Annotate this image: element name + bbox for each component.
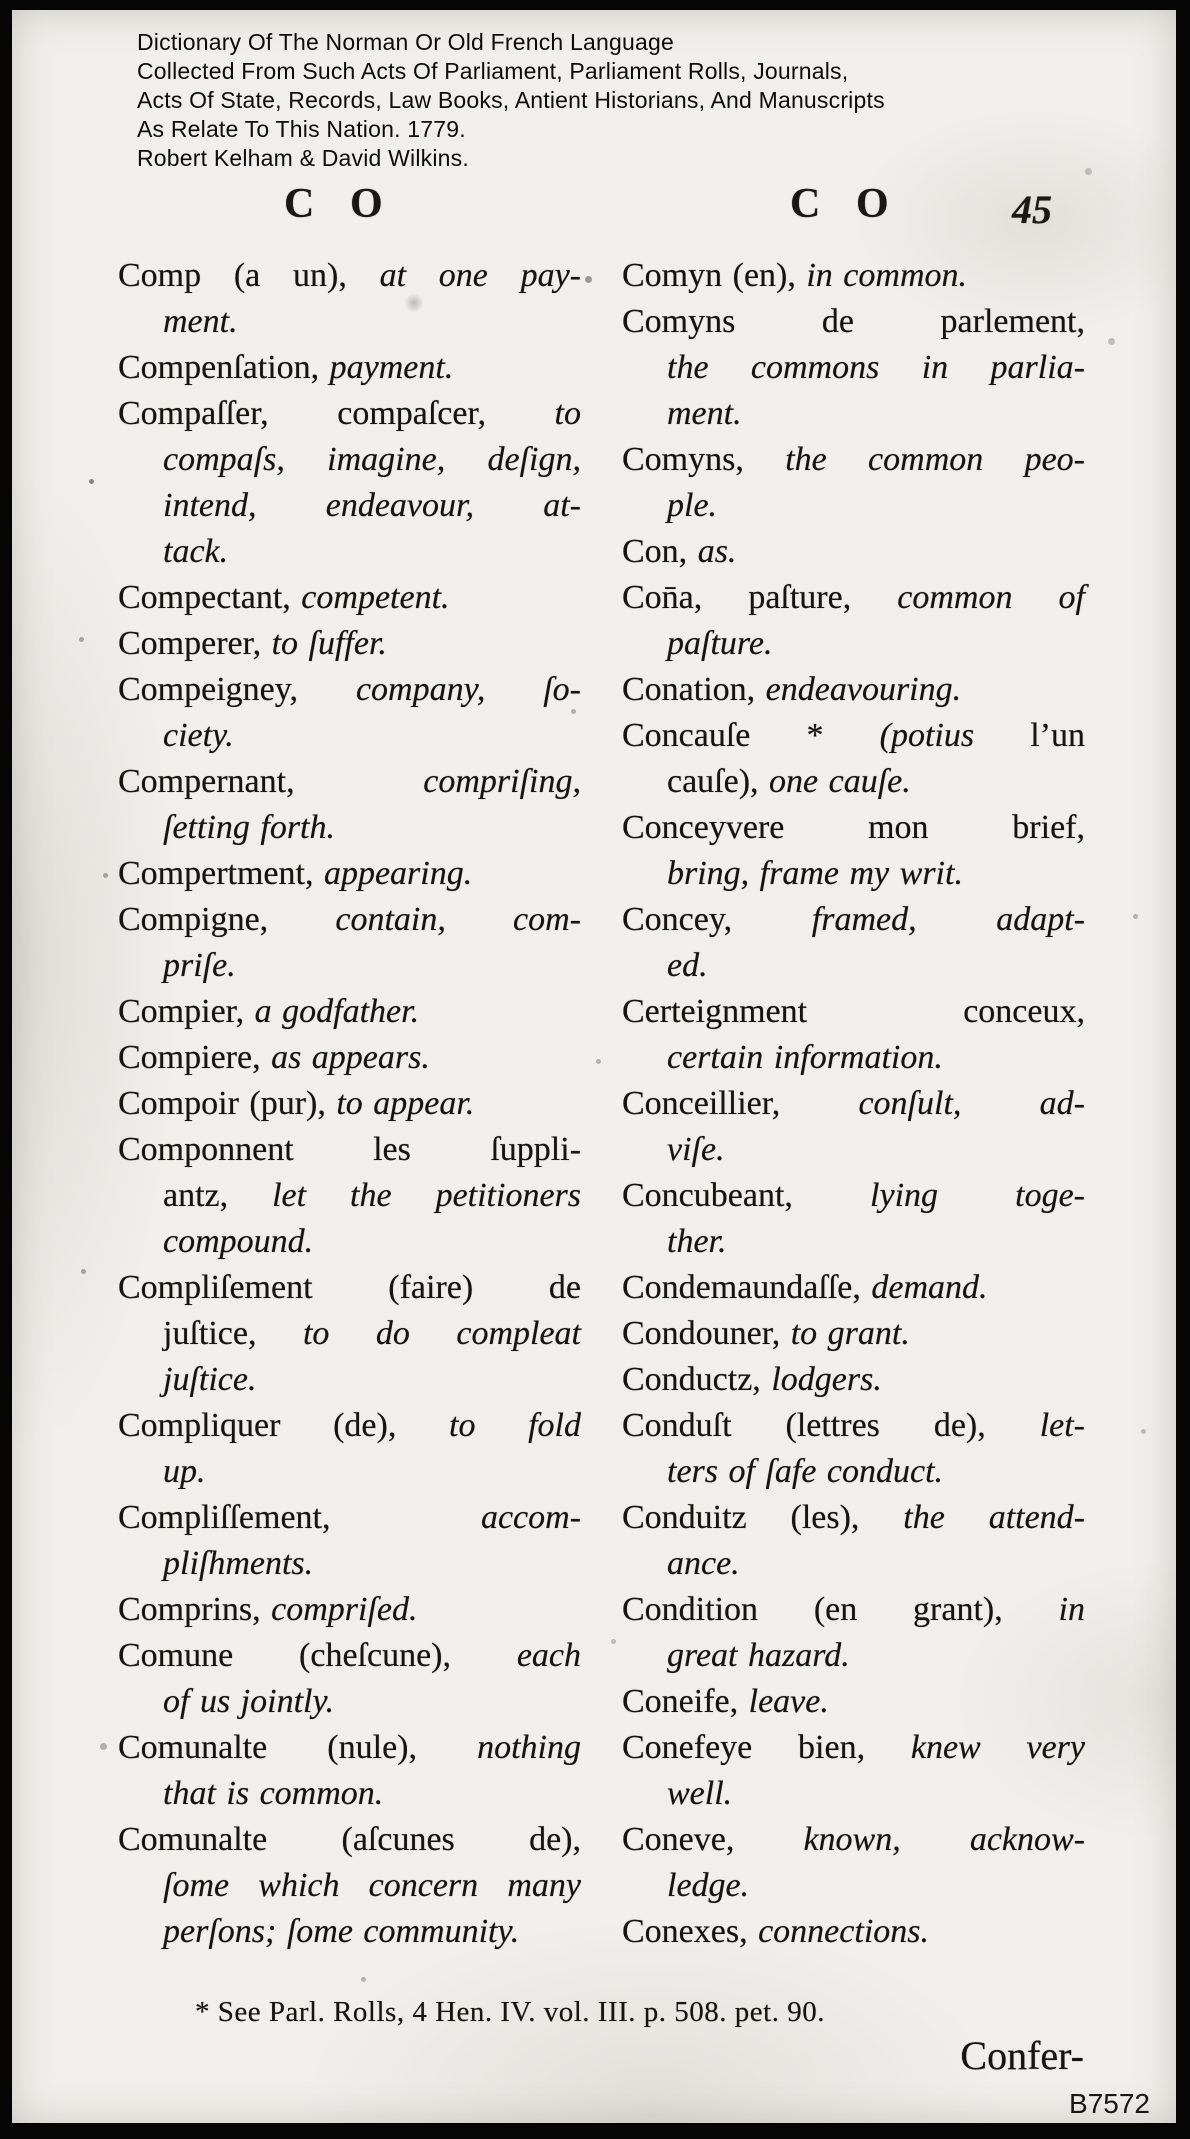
translation-text: compriſed. bbox=[271, 1591, 418, 1628]
translation-text: compound. bbox=[163, 1223, 314, 1260]
dictionary-entry-line bbox=[118, 1495, 581, 1541]
footnote: * See Parl. Rolls, 4 Hen. IV. vol. III. p. 508. pet. 90. bbox=[195, 1996, 825, 2028]
translation-text: one cauſe. bbox=[769, 763, 911, 800]
translation-text: great hazard. bbox=[667, 1637, 850, 1674]
translation-text: leave. bbox=[748, 1683, 829, 1720]
translation-text: known, acknow- bbox=[803, 1821, 1085, 1858]
headword-text: Conceyvere mon brief, bbox=[622, 809, 1085, 846]
dictionary-entry-line bbox=[118, 621, 581, 667]
translation-text: up. bbox=[163, 1453, 206, 1490]
dictionary-entry-line bbox=[118, 1081, 581, 1127]
citation-title: Dictionary Of The Norman Or Old French Language bbox=[137, 29, 674, 55]
headword-text: Compliſſement, bbox=[118, 1499, 481, 1536]
headword-text: Condition (en grant), bbox=[622, 1591, 1059, 1628]
translation-text: to do compleat bbox=[302, 1315, 581, 1352]
headword-text: Componnent les ſuppli- bbox=[118, 1131, 581, 1168]
citation-line: Acts Of State, Records, Law Books, Antient Historians, And Manuscripts bbox=[137, 87, 885, 113]
dictionary-entry-line bbox=[622, 1265, 1085, 1311]
translation-text: the commons in parlia- bbox=[667, 349, 1085, 386]
dictionary-entry-line bbox=[622, 391, 1085, 437]
dictionary-entry-line bbox=[622, 1541, 1085, 1587]
dictionary-entry-line bbox=[118, 437, 581, 483]
dictionary-entry-line bbox=[622, 1357, 1085, 1403]
dictionary-entry-line bbox=[622, 943, 1085, 989]
translation-text: pliſhments. bbox=[163, 1545, 314, 1582]
citation-authors: Robert Kelham & David Wilkins. bbox=[137, 145, 469, 171]
translation-text: accom- bbox=[480, 1499, 581, 1536]
dictionary-entry-line bbox=[118, 1035, 581, 1081]
dictionary-entry-line bbox=[622, 575, 1085, 621]
headword-text: Comperer, bbox=[118, 625, 272, 662]
dictionary-entry-line bbox=[118, 1173, 581, 1219]
dictionary-entry-line bbox=[118, 1311, 581, 1357]
column-right bbox=[622, 253, 1085, 1955]
translation-text: payment. bbox=[329, 349, 454, 386]
dictionary-entry-line bbox=[118, 805, 581, 851]
translation-text: framed, adapt- bbox=[811, 901, 1085, 938]
translation-text: nothing bbox=[477, 1729, 581, 1766]
dictionary-entry-line bbox=[118, 1403, 581, 1449]
translation-text: ment. bbox=[667, 395, 742, 432]
translation-text: appearing. bbox=[323, 855, 473, 892]
dictionary-entry-line bbox=[622, 805, 1085, 851]
dictionary-entry-line bbox=[118, 575, 581, 621]
headword-text: Compectant, bbox=[118, 579, 302, 616]
dictionary-entry-line bbox=[118, 1219, 581, 1265]
headword-text: Conefeye bien, bbox=[622, 1729, 911, 1766]
headword-text: juſtice, bbox=[163, 1315, 303, 1352]
dictionary-entry-line bbox=[622, 851, 1085, 897]
headword-text: Certeignment conceux, bbox=[622, 993, 1085, 1030]
translation-text: perſons; ſome community. bbox=[163, 1913, 520, 1950]
headword-text: Condemaundaſſe, bbox=[622, 1269, 872, 1306]
dictionary-entry-line bbox=[622, 1449, 1085, 1495]
translation-text: ters of ſafe conduct. bbox=[667, 1453, 944, 1490]
translation-text: to ſuffer. bbox=[271, 625, 387, 662]
translation-text: paſture. bbox=[667, 625, 773, 662]
dictionary-entry-line bbox=[118, 299, 581, 345]
translation-text: as. bbox=[697, 533, 737, 570]
dictionary-entry-line bbox=[622, 1771, 1085, 1817]
headword-text: Coneife, bbox=[622, 1683, 749, 1720]
translation-text: ther. bbox=[667, 1223, 727, 1260]
translation-text: bring, frame my writ. bbox=[667, 855, 963, 892]
dictionary-entry-line bbox=[622, 529, 1085, 575]
headword-text: Condouner, bbox=[622, 1315, 791, 1352]
translation-text: the common peo- bbox=[785, 441, 1085, 478]
headword-text: Comunalte (nule), bbox=[118, 1729, 478, 1766]
dictionary-entry-line bbox=[622, 1679, 1085, 1725]
translation-text: lying toge- bbox=[870, 1177, 1085, 1214]
dictionary-entry-line bbox=[118, 943, 581, 989]
dictionary-entry-line bbox=[118, 989, 581, 1035]
headword-text: l’un bbox=[974, 717, 1085, 754]
dictionary-entry-line bbox=[622, 483, 1085, 529]
dictionary-entry-line bbox=[622, 1081, 1085, 1127]
dictionary-entry-line bbox=[118, 667, 581, 713]
dictionary-entry-line bbox=[622, 1495, 1085, 1541]
headword-text: Comunalte (aſcunes de), bbox=[118, 1821, 581, 1858]
running-head bbox=[12, 180, 1176, 242]
dictionary-entry-line bbox=[118, 759, 581, 805]
headword-text: Compertment, bbox=[118, 855, 324, 892]
headword-text: Compliſement (faire) de bbox=[118, 1269, 581, 1306]
headword-text: Conceillier, bbox=[622, 1085, 859, 1122]
translation-text: compriſing, bbox=[423, 763, 581, 800]
dictionary-entry-line bbox=[118, 1357, 581, 1403]
dictionary-entry-line bbox=[622, 437, 1085, 483]
dictionary-entry-line bbox=[118, 1817, 581, 1863]
dictionary-entry-line bbox=[118, 1449, 581, 1495]
headword-text: Comprins, bbox=[118, 1591, 272, 1628]
translation-text: in common. bbox=[806, 257, 968, 294]
dictionary-entry-line bbox=[622, 759, 1085, 805]
headword-text: Comune (cheſcune), bbox=[118, 1637, 517, 1674]
translation-text: to grant. bbox=[790, 1315, 910, 1352]
citation-line: Collected From Such Acts Of Parliament, Parliament Rolls, Journals, bbox=[137, 58, 849, 84]
headword-text: Compigne, bbox=[118, 901, 336, 938]
dictionary-entry-line bbox=[118, 1771, 581, 1817]
translation-text: competent. bbox=[301, 579, 450, 616]
dictionary-entry-line bbox=[118, 1633, 581, 1679]
dictionary-entry-line bbox=[622, 713, 1085, 759]
translation-text: tack. bbox=[163, 533, 229, 570]
book-citation bbox=[137, 28, 885, 173]
dictionary-entry-line bbox=[118, 851, 581, 897]
headword-text: Compoir (pur), bbox=[118, 1085, 337, 1122]
translation-text: priſe. bbox=[163, 947, 236, 984]
translation-text: of us jointly. bbox=[163, 1683, 335, 1720]
headword-text: Conation, bbox=[622, 671, 766, 708]
translation-text: knew very bbox=[910, 1729, 1085, 1766]
dictionary-entry-line bbox=[622, 989, 1085, 1035]
translation-text: as appears. bbox=[271, 1039, 430, 1076]
headword-text: Conexes, bbox=[622, 1913, 759, 1950]
dictionary-entry-line bbox=[622, 897, 1085, 943]
headword-text: Compeigney, bbox=[118, 671, 356, 708]
dictionary-entry-line bbox=[622, 299, 1085, 345]
headword-text: Conduitz (les), bbox=[622, 1499, 904, 1536]
translation-text: contain, com- bbox=[335, 901, 581, 938]
dictionary-entry-line bbox=[118, 1541, 581, 1587]
translation-text: let the petitioners bbox=[272, 1177, 581, 1214]
translation-text: ance. bbox=[667, 1545, 740, 1582]
headword-text: Conductz, bbox=[622, 1361, 772, 1398]
translation-text: demand. bbox=[871, 1269, 988, 1306]
translation-text: that is common. bbox=[163, 1775, 384, 1812]
translation-text: company, ſo- bbox=[355, 671, 581, 708]
translation-text: a godfather. bbox=[254, 993, 420, 1030]
headword-text: Compaſſer, compaſcer, bbox=[118, 395, 555, 432]
headword-text: Con, bbox=[622, 533, 698, 570]
running-head-left: C O bbox=[284, 181, 396, 227]
translation-text: ciety. bbox=[163, 717, 234, 754]
translation-text: (potius bbox=[879, 717, 975, 754]
dictionary-entry-line bbox=[622, 1633, 1085, 1679]
dictionary-entry-line bbox=[622, 1863, 1085, 1909]
translation-text: let- bbox=[1039, 1407, 1085, 1444]
headword-text: antz, bbox=[163, 1177, 273, 1214]
dictionary-entry-line bbox=[118, 345, 581, 391]
translation-text: at one pay- bbox=[379, 257, 582, 294]
dictionary-entry-line bbox=[622, 345, 1085, 391]
translation-text: the attend- bbox=[903, 1499, 1085, 1536]
dictionary-entry-line bbox=[622, 1817, 1085, 1863]
dictionary-entry-line bbox=[118, 1127, 581, 1173]
translation-text: endeavouring. bbox=[765, 671, 962, 708]
dictionary-entry-line bbox=[118, 391, 581, 437]
dictionary-entry-line bbox=[622, 1403, 1085, 1449]
headword-text: Compernant, bbox=[118, 763, 424, 800]
dictionary-entry-line bbox=[622, 667, 1085, 713]
dictionary-entry-line bbox=[622, 621, 1085, 667]
translation-text: well. bbox=[667, 1775, 733, 1812]
headword-text: Concauſe * bbox=[622, 717, 880, 754]
dictionary-entry-line bbox=[622, 1173, 1085, 1219]
dictionary-entry-line bbox=[118, 1265, 581, 1311]
translation-text: conſult, ad- bbox=[858, 1085, 1085, 1122]
translation-text: juſtice. bbox=[163, 1361, 257, 1398]
dictionary-entry-line bbox=[118, 1863, 581, 1909]
translation-text: in bbox=[1058, 1591, 1085, 1628]
dictionary-entry-line bbox=[622, 1219, 1085, 1265]
headword-text: Compliquer (de), bbox=[118, 1407, 449, 1444]
column-left bbox=[118, 253, 581, 1955]
translation-text: to bbox=[554, 395, 581, 432]
catchword: Confer- bbox=[960, 2033, 1084, 2078]
headword-text: Compenſation, bbox=[118, 349, 330, 386]
translation-text: to fold bbox=[449, 1407, 582, 1444]
translation-text: common of bbox=[897, 579, 1085, 616]
dictionary-entry-line bbox=[118, 529, 581, 575]
headword-text: Comp (a un), bbox=[118, 257, 380, 294]
running-head-right: C O bbox=[790, 181, 902, 227]
headword-text: Comyns, bbox=[622, 441, 786, 478]
page-number: 45 bbox=[1012, 187, 1052, 232]
translation-text: lodgers. bbox=[771, 1361, 882, 1398]
translation-text: compaſs, imagine, deſign, bbox=[163, 441, 581, 478]
dictionary-entry-line bbox=[622, 1725, 1085, 1771]
dictionary-entry-line bbox=[622, 1587, 1085, 1633]
dictionary-entry-line bbox=[622, 1035, 1085, 1081]
translation-text: ſetting forth. bbox=[163, 809, 335, 846]
headword-text: Compier, bbox=[118, 993, 255, 1030]
headword-text: Coneve, bbox=[622, 1821, 804, 1858]
headword-text: Conduſt (lettres de), bbox=[622, 1407, 1040, 1444]
scan-id: B7572 bbox=[1069, 2088, 1150, 2119]
dictionary-entry-line bbox=[118, 483, 581, 529]
headword-text: Comyns de parlement, bbox=[622, 303, 1085, 340]
headword-text: Con̄a, paſture, bbox=[622, 579, 898, 616]
dictionary-entry-line bbox=[622, 1909, 1085, 1955]
dictionary-entry-line bbox=[622, 253, 1085, 299]
citation-line: As Relate To This Nation. 1779. bbox=[137, 116, 466, 142]
dictionary-entry-line bbox=[118, 1679, 581, 1725]
dictionary-entry-line bbox=[118, 713, 581, 759]
translation-text: connections. bbox=[758, 1913, 929, 1950]
dictionary-entry-line bbox=[118, 1587, 581, 1633]
translation-text: ed. bbox=[667, 947, 708, 984]
translation-text: ledge. bbox=[667, 1867, 750, 1904]
headword-text: Concubeant, bbox=[622, 1177, 871, 1214]
dictionary-entry-line bbox=[118, 253, 581, 299]
dictionary-entry-line bbox=[118, 1725, 581, 1771]
translation-text: certain information. bbox=[667, 1039, 943, 1076]
translation-text: intend, endeavour, at- bbox=[163, 487, 581, 524]
translation-text: ſome which concern many bbox=[163, 1867, 581, 1904]
translation-text: ple. bbox=[667, 487, 718, 524]
dictionary-entry-line bbox=[118, 897, 581, 943]
headword-text: cauſe), bbox=[667, 763, 770, 800]
translation-text: each bbox=[516, 1637, 581, 1674]
translation-text: ment. bbox=[163, 303, 238, 340]
dictionary-entry-line bbox=[622, 1127, 1085, 1173]
dictionary-entry-line bbox=[118, 1909, 581, 1955]
dictionary-page bbox=[12, 10, 1176, 2123]
dictionary-entry-line bbox=[622, 1311, 1085, 1357]
scan-specks bbox=[12, 10, 15, 13]
headword-text: Compiere, bbox=[118, 1039, 272, 1076]
headword-text: Concey, bbox=[622, 901, 812, 938]
translation-text: viſe. bbox=[667, 1131, 725, 1168]
headword-text: Comyn (en), bbox=[622, 257, 807, 294]
translation-text: to appear. bbox=[336, 1085, 475, 1122]
